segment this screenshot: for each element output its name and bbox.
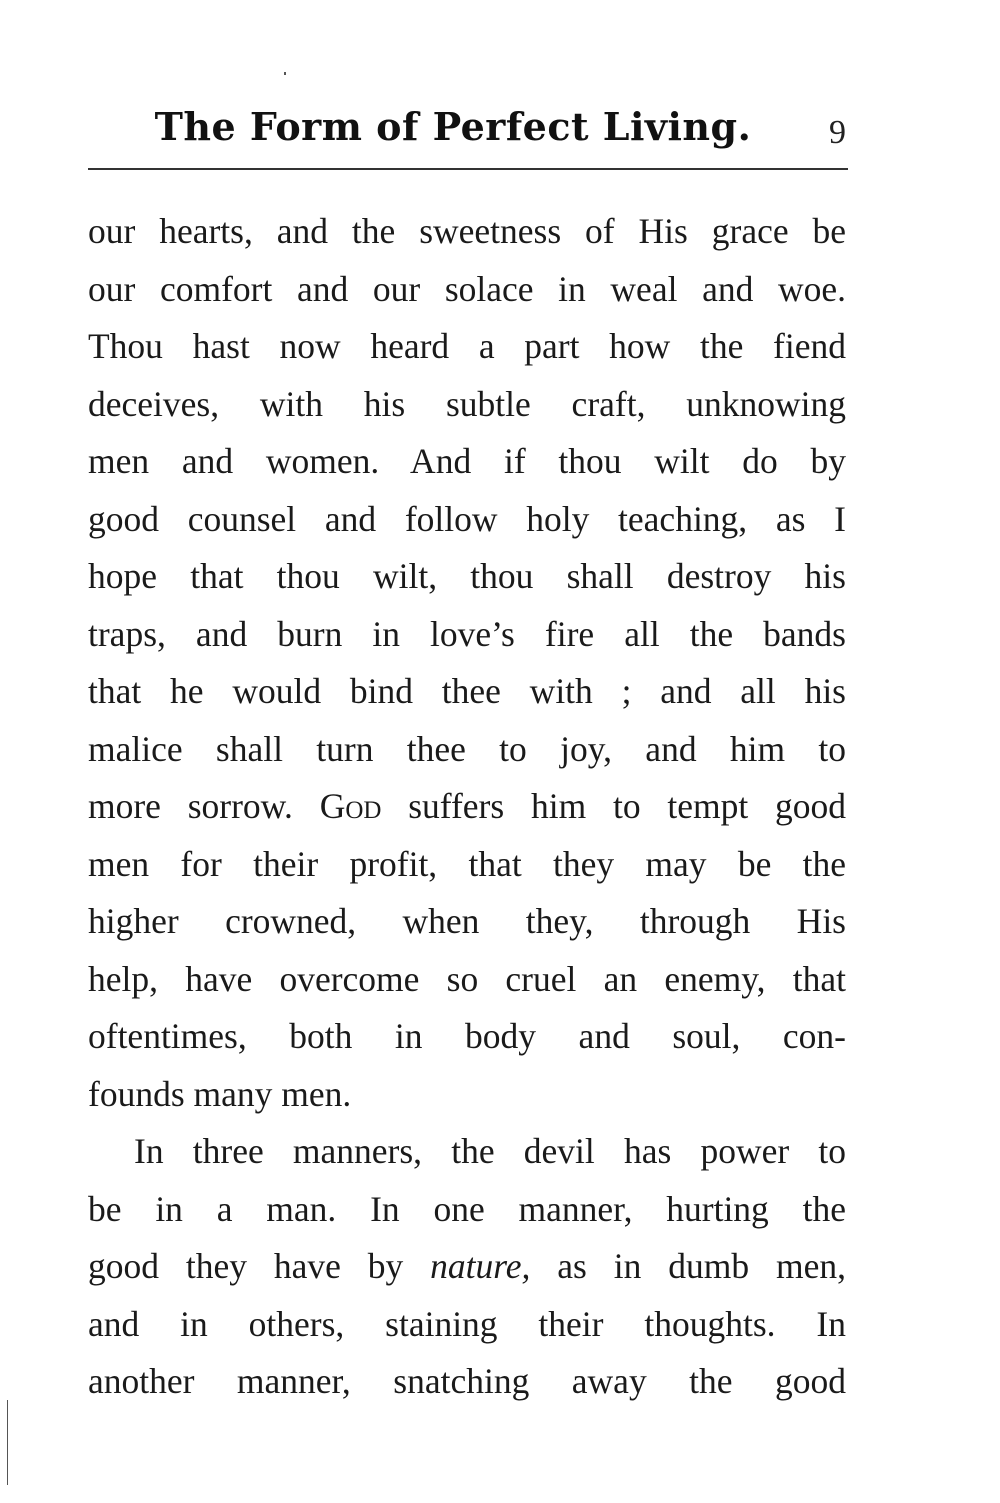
text-line: deceives, with his subtle craft, unknowing (88, 383, 846, 424)
text-line (88, 778, 846, 836)
running-title: The Form of Perfect Living. (154, 104, 752, 149)
text-line: oftentimes, both in body and soul, con- (88, 1016, 846, 1056)
page-number: 9 (829, 114, 846, 151)
text-line: another manner, snatching away the good (88, 1361, 846, 1401)
text-line: higher crowned, when they, through His (88, 901, 846, 941)
text-line: and in others, staining their thoughts. In (88, 1303, 846, 1344)
text-run: suffers him to tempt good (381, 786, 847, 826)
body-text (88, 203, 846, 1411)
text-line: Thou hast now heard a part how the fiend (88, 326, 846, 366)
text-line: that he would bind thee with ; and all his (88, 671, 846, 711)
text-line: hope that thou wilt, thou shall destroy his (88, 556, 846, 596)
small-caps-god: God (319, 786, 382, 826)
text-line: men for their profit, that they may be the (88, 843, 846, 884)
print-speck (284, 72, 286, 75)
header-rule (88, 168, 848, 170)
text-line: traps, and burn in love’s fire all the bands (88, 613, 846, 654)
italic-word: nature, (430, 1246, 531, 1286)
text-run: good they have by (88, 1246, 431, 1286)
text-line (88, 1238, 846, 1296)
text-line: malice shall turn thee to joy, and him to (88, 728, 846, 769)
text-line: our hearts, and the sweetness of His grace be (88, 211, 846, 251)
text-line: be in a man. In one manner, hurting the (88, 1188, 846, 1229)
text-line-last: founds many men. (88, 1073, 352, 1114)
text-run: more sorrow. (88, 786, 320, 826)
paragraph-first-line: In three manners, the devil has power to (134, 1131, 846, 1171)
text-line: men and women. And if thou wilt do by (88, 441, 846, 481)
running-head (88, 100, 850, 170)
text-line: good counsel and follow holy teaching, as I (88, 498, 846, 539)
text-line: our comfort and our solace in weal and woe. (88, 268, 846, 309)
text-run: as in dumb men, (530, 1246, 846, 1286)
margin-mark (7, 1400, 8, 1485)
text-line: help, have overcome so cruel an enemy, that (88, 958, 846, 999)
